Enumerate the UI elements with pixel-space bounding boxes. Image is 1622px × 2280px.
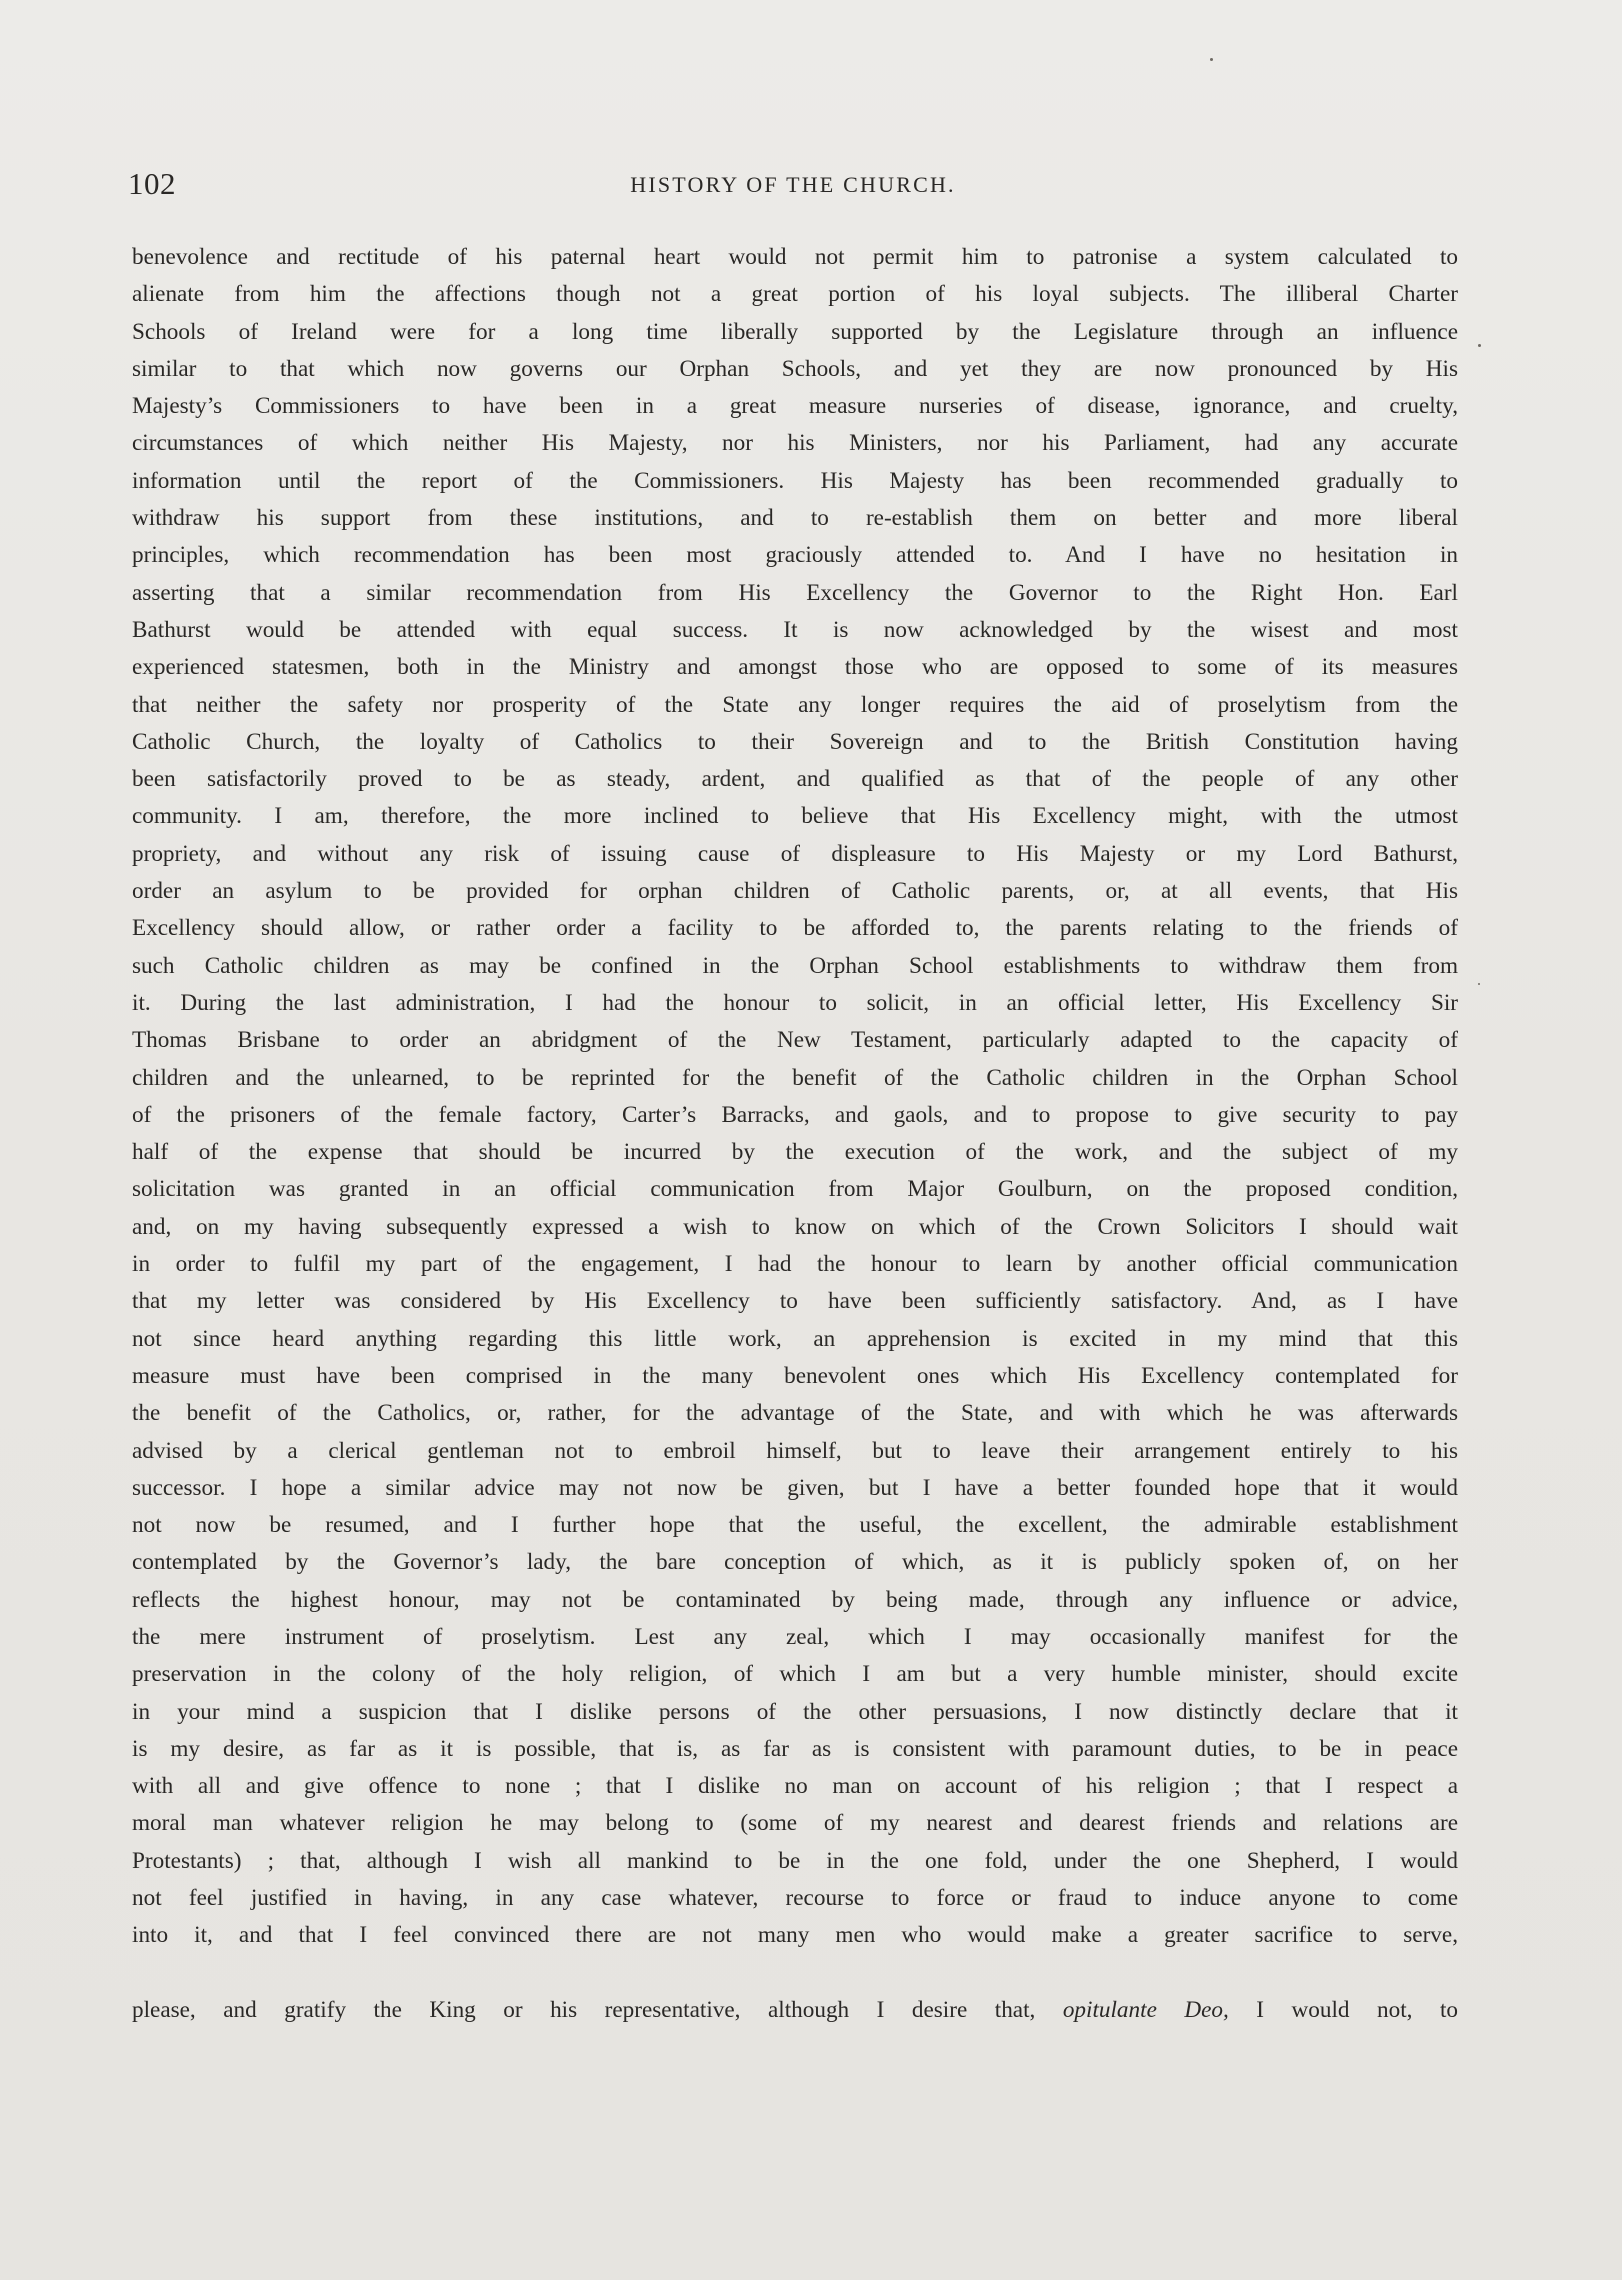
text-line: contemplated by the Governor’s lady, the bare conception of which, as it is publicly spoken of, on her [132,1549,1458,1576]
text-line: moral man whatever religion he may belong to (some of my nearest and dearest friends and relations are [132,1810,1458,1837]
final-line-end: I would not, to [1228,1996,1458,2023]
final-line-start: please, and gratify the King or his representative, although I desire that, [132,1996,1063,2023]
text-line: Protestants) ; that, although I wish all mankind to be in the one fold, under the one Shepherd, I would [132,1847,1458,1874]
text-line: similar to that which now governs our Orphan Schools, and yet they are now pronounced by His [132,355,1458,382]
text-line: of the prisoners of the female factory, Carter’s Barracks, and gaols, and to propose to give security to pay [132,1101,1458,1128]
running-head [128,166,1458,210]
paper-speck [1210,58,1213,61]
text-line: alienate from him the affections though not a great portion of his loyal subjects. The illiberal Charter [132,281,1458,308]
latin-phrase: opitulante Deo, [1062,1996,1229,2023]
paper-speck [1478,344,1481,347]
text-line: preservation in the colony of the holy religion, of which I am but a very humble minister, should excite [132,1661,1458,1688]
page-number: 102 [128,166,176,201]
text-line: information until the report of the Commissioners. His Majesty has been recommended gradually to [132,467,1458,494]
paper-speck [1478,983,1480,985]
text-line: advised by a clerical gentleman not to embroil himself, but to leave their arrangement entirely to his [132,1437,1458,1464]
text-line: solicitation was granted in an official communication from Major Goulburn, on the proposed condition, [132,1176,1458,1203]
text-line: Thomas Brisbane to order an abridgment of the New Testament, particularly adapted to the capacity of [132,1027,1458,1054]
text-line: Majesty’s Commissioners to have been in a great measure nurseries of disease, ignorance, and cruelty, [132,393,1458,420]
text-line: successor. I hope a similar advice may not now be given, but I have a better founded hope that it would [132,1474,1458,1501]
text-line [132,1955,1458,1992]
text-line: children and the unlearned, to be reprinted for the benefit of the Catholic children in the Orphan School [132,1064,1458,1091]
text-line: in order to fulfil my part of the engagement, I had the honour to learn by another official communication [132,1251,1458,1278]
text-line: that neither the safety nor prosperity of the State any longer requires the aid of proselytism from the [132,691,1458,718]
text-line: Excellency should allow, or rather order a facility to be afforded to, the parents relating to the friends of [132,915,1458,942]
text-line: asserting that a similar recommendation from His Excellency the Governor to the Right Hon. Earl [132,579,1458,606]
text-line: circumstances of which neither His Majesty, nor his Ministers, nor his Parliament, had any accurate [132,430,1458,457]
text-line: half of the expense that should be incurred by the execution of the work, and the subject of my [132,1139,1458,1166]
text-line: community. I am, therefore, the more inclined to believe that His Excellency might, with the utmost [132,803,1458,830]
text-line: Bathurst would be attended with equal success. It is now acknowledged by the wisest and most [132,616,1458,643]
text-line: not feel justified in having, in any case whatever, recourse to force or fraud to induce anyone to come [132,1885,1458,1912]
text-line: propriety, and without any risk of issuing cause of displeasure to His Majesty or my Lord Bathurst, [132,840,1458,867]
text-line: the mere instrument of proselytism. Lest any zeal, which I may occasionally manifest for the [132,1623,1458,1650]
text-line: and, on my having subsequently expressed a wish to know on which of the Crown Solicitors I should wait [132,1213,1458,1240]
text-line: such Catholic children as may be confined in the Orphan School establishments to withdraw them from [132,952,1458,979]
text-line: is my desire, as far as it is possible, that is, as far as is consistent with paramount duties, to be in peace [132,1735,1458,1762]
text-line: into it, and that I feel convinced there are not many men who would make a greater sacrifice to serve, [132,1922,1458,1949]
body-text [132,239,1458,2029]
text-line: reflects the highest honour, may not be contaminated by being made, through any influence or advice, [132,1586,1458,1613]
text-line: the benefit of the Catholics, or, rather, for the advantage of the State, and with which he was afterwards [132,1400,1458,1427]
running-title: HISTORY OF THE CHURCH. [630,172,956,197]
text-line: experienced statesmen, both in the Ministry and amongst those who are opposed to some of its measures [132,654,1458,681]
text-line: with all and give offence to none ; that I dislike no man on account of his religion ; that I respect a [132,1773,1458,1800]
final-text-line [132,1992,1458,2029]
text-line: withdraw his support from these institutions, and to re-establish them on better and more liberal [132,505,1458,532]
text-line: measure must have been comprised in the many benevolent ones which His Excellency contemplated for [132,1362,1458,1389]
text-line: benevolence and rectitude of his paternal heart would not permit him to patronise a system calculated to [132,244,1458,270]
text-line: it. During the last administration, I had the honour to solicit, in an official letter, His Excellency Sir [132,989,1458,1016]
text-line: in your mind a suspicion that I dislike persons of the other persuasions, I now distinctly declare that it [132,1698,1458,1725]
text-line: Schools of Ireland were for a long time liberally supported by the Legislature through an influence [132,318,1458,345]
text-line: principles, which recommendation has been most graciously attended to. And I have no hesitation in [132,542,1458,569]
text-line: not since heard anything regarding this little work, an apprehension is excited in my mind that this [132,1325,1458,1352]
text-line: Catholic Church, the loyalty of Catholics to their Sovereign and to the British Constitution having [132,728,1458,755]
text-line: been satisfactorily proved to be as steady, ardent, and qualified as that of the people of any other [132,766,1458,793]
text-line: that my letter was considered by His Excellency to have been sufficiently satisfactory. And, as I have [132,1288,1458,1315]
text-line: order an asylum to be provided for orphan children of Catholic parents, or, at all events, that His [132,878,1458,905]
text-line: not now be resumed, and I further hope that the useful, the excellent, the admirable establishment [132,1512,1458,1539]
